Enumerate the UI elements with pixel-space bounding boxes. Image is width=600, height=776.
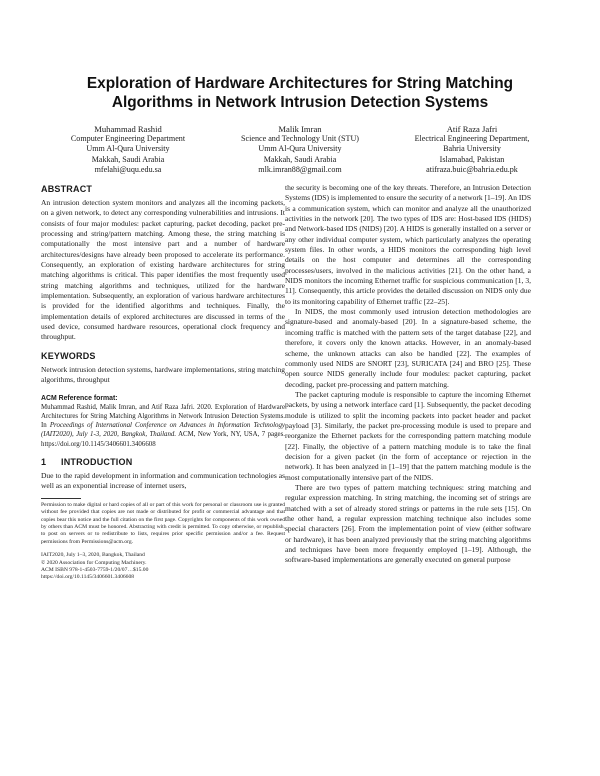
conference-line: IAIT2020, July 1–3, 2020, Bangkok, Thailand bbox=[41, 552, 145, 559]
paper-title bbox=[40, 74, 560, 112]
author-email: mfelahi@uqu.edu.sa bbox=[94, 164, 162, 174]
author-dept: Computer Engineering Department bbox=[70, 134, 186, 144]
intro-heading bbox=[41, 457, 285, 468]
right-column bbox=[285, 183, 531, 747]
section-title: INTRODUCTION bbox=[61, 456, 133, 467]
author-city: Makkah, Saudi Arabia bbox=[91, 154, 165, 164]
intro-text: Due to the rapid development in information and communication technologies as well as an exponential increase of internet users, bbox=[41, 470, 285, 491]
reference-proceedings: Proceedings of International Conference on Advances in Information Technology (IAIT2020), July 1-3, 2020, Bangkok, Thailand. bbox=[41, 422, 285, 439]
section-number: 1 bbox=[41, 456, 47, 467]
doi-line: https://doi.org/10.1145/3406601.3406608 bbox=[41, 574, 135, 581]
copyright-line: © 2020 Association for Computing Machinery. bbox=[41, 559, 147, 566]
author-org: Bahria University bbox=[443, 144, 501, 154]
author-2 bbox=[212, 124, 388, 175]
author-org: Umm Al-Qura University bbox=[258, 144, 342, 154]
author-name: Muhammad Rashid bbox=[94, 124, 162, 134]
body-paragraph-3: The packet capturing module is responsible to capture the incoming Ethernet packets, by using a network interface card [1]. Subsequently, the packet decoding module is utilized to split the incoming packets into packet header and packet payload [3]. Similarly, the packet pre-processing module is used to prepare and reorganize the Ethernet packets for the corresponding pattern matching module [22]. Finally, the objective of a pattern matching module is to take the final decision for a given packet (in the form of acceptance or rejection in the network). It has been analyzed in [1–19] that the pattern matching module is the most computationally intensive part of the NIDS. bbox=[285, 389, 531, 482]
keywords-heading: KEYWORDS bbox=[41, 350, 96, 361]
author-block bbox=[40, 124, 560, 180]
author-city: Islamabad, Pakistan bbox=[439, 154, 505, 164]
abstract-heading: ABSTRACT bbox=[41, 184, 93, 194]
body-paragraph-4: There are two types of pattern matching techniques: string matching and regular expression matching. In string matching, the incoming set of strings are matched with a set of already stored strings or patterns in the rule sets [15]. On the other hand, a regular expression matching technique also includes some special characters [26]. From the implementation point of view (either software or hardware), it has been analyzed previously that the string matching algorithms and techniques have been more frequently employed [1–19]. Although, the software-based implementations are generally executed on general purpose bbox=[285, 482, 531, 565]
reference-text-part: Muhammad Rashid, Malik Imran, and Atif Raza Jafri. 2020. Exploration of Hardware Architectures for String Matching Algorithms in Network Intrusion Detection Systems. In bbox=[41, 403, 285, 430]
title-line-2: Algorithms in Network Intrusion Detection Systems bbox=[111, 94, 489, 111]
conference-info bbox=[41, 552, 285, 581]
reference-text-part: ACM, New York, NY, USA, 7 pages. https://doi.org/10.1145/3406601.3406608 bbox=[41, 431, 285, 448]
author-city: Makkah, Saudi Arabia bbox=[263, 154, 337, 164]
author-name: Malik Imran bbox=[278, 124, 322, 134]
author-name: Atif Raza Jafri bbox=[446, 124, 498, 134]
left-column bbox=[41, 184, 285, 748]
footnote-divider bbox=[41, 498, 81, 499]
permission-notice: Permission to make digital or hard copies of all or part of this work for personal or classroom use is granted without fee provided that copies are not made or distributed for profit or commercial advantage and that copies bear this notice and the full citation on the first page. Copyrights for components of this work owned by others than ACM must be honored. Abstracting with credit is permitted. To copy otherwise, or republish, to post on servers or to redistribute to lists, requires prior specific permission and/or a fee. Request permissions from Permissions@acm.org. bbox=[41, 501, 285, 545]
author-1 bbox=[40, 124, 216, 175]
author-email: atifraza.buic@bahria.edu.pk bbox=[426, 164, 518, 174]
reference-format-text bbox=[41, 403, 285, 449]
keywords-text: Network intrusion detection systems, hardware implementations, string matching algorithms, throughput bbox=[41, 364, 285, 385]
author-org: Umm Al-Qura University bbox=[86, 144, 170, 154]
body-paragraph-2: In NIDS, the most commonly used intrusion detection methodologies are signature-based and anomaly-based [20]. In a signature-based scheme, the incoming traffic is matched with the pattern sets of the target database [22], and therefore, it covers only the known attacks. However, in an anomaly-based scheme, the unknown attacks can also be handled [22]. The examples of commonly used NIDS are SNORT [23], SURICATA [24] and BRO [25]. These open source NIDS generally include four modules: packet capturing, packet decoding, packet pre-processing and pattern matching. bbox=[285, 307, 531, 389]
author-dept: Science and Technology Unit (STU) bbox=[241, 134, 359, 144]
author-email: mlk.imran88@gmail.com bbox=[258, 164, 342, 174]
reference-format-heading: ACM Reference format: bbox=[41, 394, 118, 402]
abstract-text: An intrusion detection system monitors and analyzes all the incoming packets, on a given network, to detect any corresponding vulnerabilities and intrusions. It consists of four major modules: packet capturing, packet decoding, packet pre-processing and string/pattern matching. Among these, the string matching is computationally the most intensive part and a number of hardware architectures/designs have already been proposed to accelerate its performance. Consequently, an exploration of existing hardware architectures for string matching algorithms is critical. This paper identifies the most frequently used string matching algorithms and techniques, utilized for the hardware implementation. Subsequently, an exploration of various hardware architectures is provided for the identified algorithms and techniques. Finally, the implementation details of explored architectures are discussed in terms of the used device, consumed hardware resources, operational clock frequency and throughput. bbox=[41, 198, 285, 342]
isbn-line: ACM ISBN 978-1-4503-7759-1/20/07…$15.00 bbox=[41, 566, 149, 573]
author-dept: Electrical Engineering Department, bbox=[414, 134, 530, 144]
title-line-1: Exploration of Hardware Architectures for String Matching bbox=[86, 75, 514, 92]
body-paragraph-1: the security is becoming one of the key threats. Therefore, an Intrusion Detection Systems (IDS) is implemented to ensure the security of a network [1–19]. An IDS is a communication system, which can monitor and analyze all the unauthorized activities in the network [20]. The two types of IDS are: Host-based IDS (HIDS) and Network-based IDS (NIDS) [20]. A HIDS is generally installed on a server or any other individual computer system, which particularly analyzes the operating system files. In other words, a HIDS monitors the corresponding high level details on the host computer and determines all the corresponding processes/users, involved in the malicious activities [21]. On the other hand, a NIDS monitors the incoming Ethernet traffic for suspicious communication [1, 3, 11]. Consequently, this article provides the detailed discussion on NIDS only due to its monitoring capability of Ethernet traffic [22–25]. bbox=[285, 183, 531, 306]
author-3 bbox=[384, 124, 560, 175]
